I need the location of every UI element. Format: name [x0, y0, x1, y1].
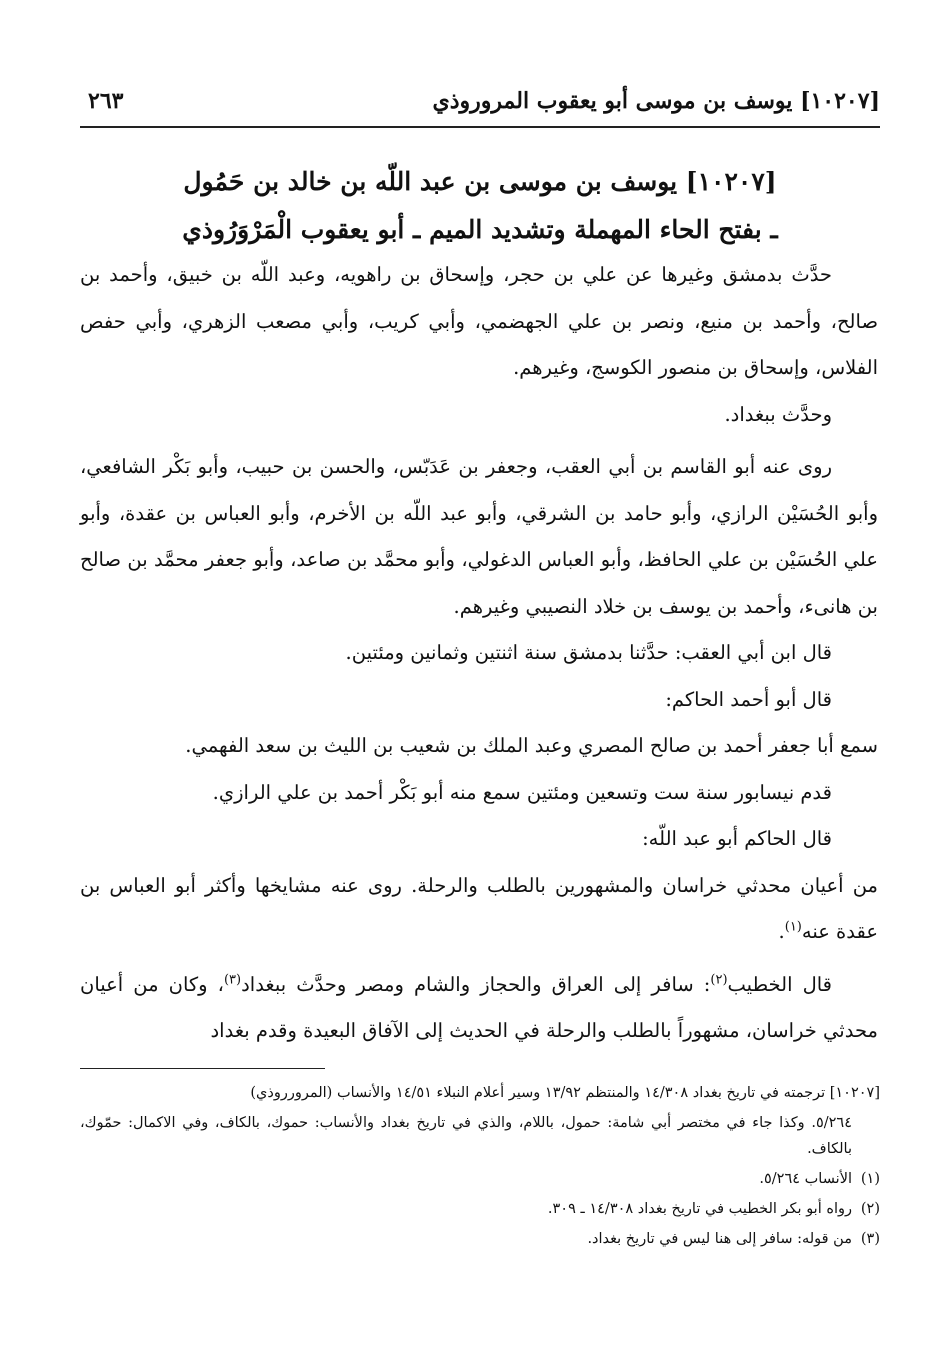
- footnote-2-number: (٢): [860, 1201, 880, 1217]
- footnote-ref-2[interactable]: (٢): [710, 972, 728, 987]
- footnote-3-number: (٣): [860, 1231, 880, 1247]
- footnote-2-text: رواه أبو بكر الخطيب في تاريخ بغداد ١٤/٣٠٨ ـ ٣٠٩.: [547, 1201, 852, 1217]
- footnote-1-text: الأنساب ٥/٢٦٤.: [759, 1171, 852, 1187]
- header-rule: [80, 126, 880, 128]
- paragraph-naysabur: قدم نيسابور سنة ست وتسعين ومئتين سمع منه أبو بَكْر أحمد بن علي الرازي.: [212, 780, 832, 804]
- paragraph-teachers: حدَّث بدمشق وغيرها عن علي بن حجر، وإسحاق بن راهويه، وعبد اللّه بن خبيق، وأحمد بن صالح، وأحمد بن منيع، ونصر بن علي الجهضمي، وأبي كريب، وأبي مصعب الزهري، وأبي حفص الفلاس، وإسحاق بن منصور الكوسج، وغيرهم.: [80, 263, 878, 379]
- footnote-1-number: (١): [860, 1171, 880, 1187]
- paragraph-notables-text: من أعيان محدثي خراسان والمشهورين بالطلب والرحلة. روى عنه مشايخها وأكثر أبو العباس بن عقدة عنه: [80, 873, 878, 943]
- paragraph-abu-ahmad: قال أبو أحمد الحاكم:: [665, 687, 832, 711]
- paragraph-heard: سمع أبا جعفر أحمد بن صالح المصري وعبد الملك بن شعيب بن الليث بن سعد الفهمي.: [185, 734, 878, 757]
- paragraph-baghdad: وحدَّث ببغداد.: [724, 402, 832, 426]
- footnote-entry-sources-line1: [١٠٢٠٧] ترجمته في تاريخ بغداد ١٤/٣٠٨ والمنتظم ١٣/٩٢ وسير أعلام النبلاء ١٤/٥١ والأنساب (المرورروذي): [250, 1085, 880, 1101]
- paragraph-khatib: [80, 962, 878, 1055]
- footnote-1: [80, 1166, 880, 1192]
- paragraph-notables: [80, 863, 878, 956]
- footnote-rule: [80, 1068, 325, 1069]
- footnote-2: [80, 1196, 880, 1222]
- entry-title-line-2: ـ بفتح الحاء المهملة وتشديد الميم ـ أبو يعقوب الْمَرْوَرُوذي: [182, 215, 778, 244]
- footnote-ref-1[interactable]: (١): [784, 919, 802, 935]
- running-title: [١٠٢٠٧] يوسف بن موسى أبو يعقوب المروروذي: [432, 88, 880, 114]
- page-header: [80, 84, 880, 124]
- paragraph-khatib-c: ، وكان من أعيان محدثي خراسان، مشهوراً بالطلب والرحلة في الحديث إلى الآفاق البعيدة وقدم بغداد: [80, 972, 878, 1042]
- footnote-entry-sources: [80, 1080, 880, 1106]
- paragraph-khatib-b: : سافر إلى العراق والحجاز والشام ومصر وحدَّث ببغداد: [241, 972, 711, 996]
- paragraph-students: روى عنه أبو القاسم بن أبي العقب، وجعفر بن عَدَبّس، والحسن بن حبيب، وأبو بَكْر الشافعي، وأبو الحُسَيْن الرازي، وأبو حامد بن الشرقي، وأبو عبد اللّه بن الأخرم، وأبو العباس بن عقدة، وأبو علي الحُسَيْن بن علي الحافظ، وأبو العباس الدغولي، وأبو محمَّد بن صاعد، وأبو جعفر محمَّد بن صالح بن هانىء، وأحمد بن يوسف بن خلاد النصيبي وغيرهم.: [80, 455, 878, 618]
- paragraph-khatib-a: قال الخطيب: [727, 972, 833, 996]
- footnotes: [80, 1080, 880, 1256]
- footnote-entry-sources-cont: ٥/٢٦٤. وكذا جاء في مختصر أبي شامة: حمول، باللام، والذي في تاريخ بغداد والأنساب: حموك، بالكاف، وفي الاكمال: حمّوك، بالكاف.: [80, 1115, 852, 1157]
- entry-title: [80, 158, 880, 254]
- footnote-3: [80, 1226, 880, 1252]
- entry-title-line-1: [١٠٢٠٧] يوسف بن موسى بن عبد اللّه بن خالد بن حَمُول: [183, 167, 777, 196]
- footnote-ref-3[interactable]: (٣): [223, 972, 242, 987]
- page-number: ٢٦٣: [88, 88, 124, 114]
- paragraph-hakim: قال الحاكم أبو عبد اللّه:: [642, 827, 832, 850]
- paragraph-abi-al-aqab: قال ابن أبي العقب: حدَّثنا بدمشق سنة اثنتين وثمانين ومئتين.: [345, 641, 832, 664]
- footnote-3-text: من قوله: سافر إلى هنا ليس في تاريخ بغداد.: [587, 1231, 852, 1247]
- main-text: [80, 252, 878, 1055]
- paragraph-notables-end: .: [778, 920, 785, 943]
